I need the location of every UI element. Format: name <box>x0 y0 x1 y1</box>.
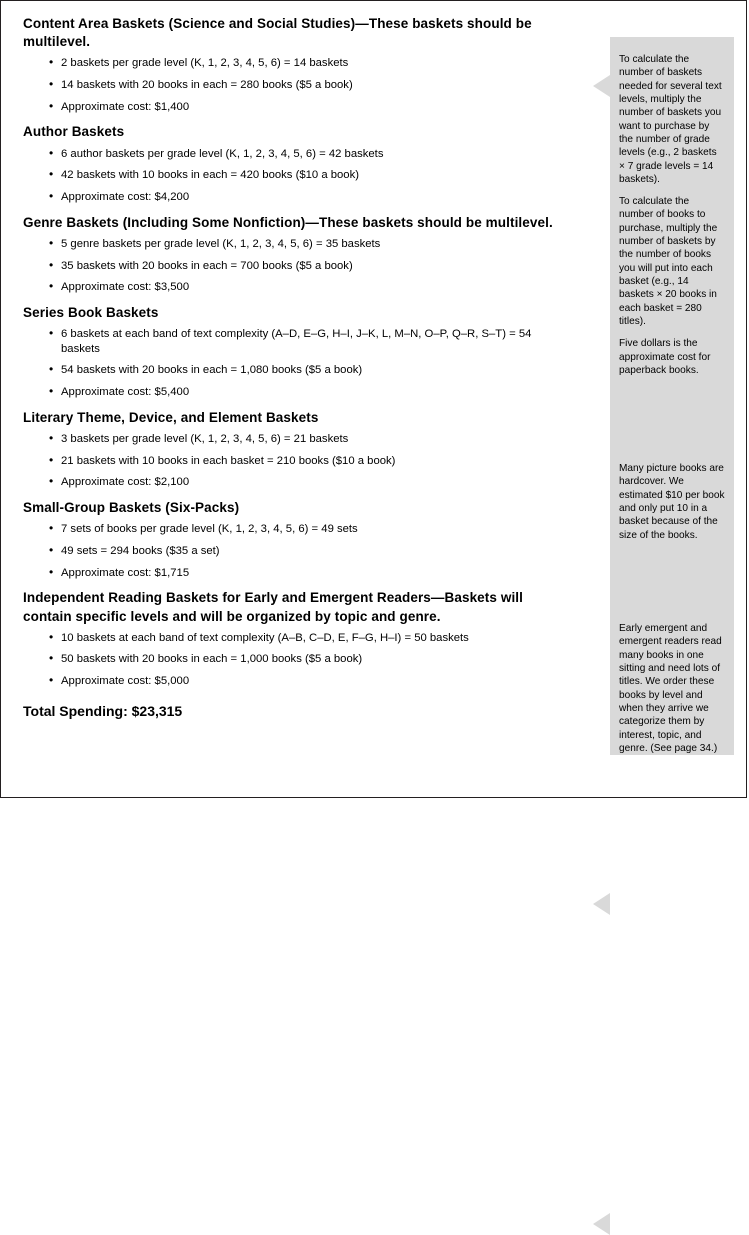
section-heading: Series Book Baskets <box>23 304 159 320</box>
bullet-list <box>23 147 571 205</box>
section-heading: Genre Baskets (Including Some Nonfiction)—These baskets should be multilevel. <box>23 214 553 230</box>
list-item: • Approximate cost: $1,715 <box>49 566 571 581</box>
list-item: • Approximate cost: $4,200 <box>49 190 571 205</box>
section-genre-baskets <box>23 214 571 295</box>
list-item: • 6 author baskets per grade level (K, 1, 2, 3, 4, 5, 6) = 42 baskets <box>49 147 571 162</box>
note-block-calculation <box>610 53 734 386</box>
bullet-list <box>23 237 571 295</box>
section-author-baskets <box>23 123 571 204</box>
list-item: • 35 baskets with 20 books in each = 700 books ($5 a book) <box>49 259 571 274</box>
bullet-list <box>23 327 571 400</box>
list-item: • Approximate cost: $5,000 <box>49 674 571 689</box>
note-text <box>610 462 734 542</box>
section-heading: Independent Reading Baskets for Early and Emergent Readers—Baskets will contain specific levels and will be organized by topic and genre. <box>23 590 524 624</box>
bullet-list <box>23 631 571 689</box>
list-item: • 21 baskets with 10 books in each basket = 210 books ($10 a book) <box>49 454 571 469</box>
list-item: • 54 baskets with 20 books in each = 1,080 books ($5 a book) <box>49 363 571 378</box>
list-item: • 5 genre baskets per grade level (K, 1, 2, 3, 4, 5, 6) = 35 baskets <box>49 237 571 252</box>
list-item: • 42 baskets with 10 books in each = 420 books ($10 a book) <box>49 168 571 183</box>
section-small-group-baskets <box>23 499 571 580</box>
note-paragraph: Many picture books are hardcover. We estimated $10 per book and only put 10 in a basket because of the size of the books. <box>619 463 725 541</box>
list-item: • 10 baskets at each band of text complexity (A–B, C–D, E, F–G, H–I) = 50 baskets <box>49 631 571 646</box>
note-block-emergent-readers <box>610 622 734 764</box>
bullet-list <box>23 56 571 114</box>
section-heading: Content Area Baskets (Science and Social Studies)—These baskets should be multilevel. <box>23 16 532 50</box>
list-item: • 3 baskets per grade level (K, 1, 2, 3, 4, 5, 6) = 21 baskets <box>49 432 571 447</box>
section-heading: Small-Group Baskets (Six-Packs) <box>23 500 240 516</box>
section-independent-reading-baskets <box>23 589 571 688</box>
note-block-picture-books <box>610 462 734 551</box>
note-paragraph: To calculate the number of books to purchase, multiply the number of baskets by the number of books you will put into each basket (e.g., 14 baskets × 20 books in each basket = 280 titles). <box>619 196 718 327</box>
section-content-area-baskets <box>23 15 571 114</box>
note-text <box>610 53 734 377</box>
list-item: • 7 sets of books per grade level (K, 1, 2, 3, 4, 5, 6) = 49 sets <box>49 522 571 537</box>
note-paragraph: To calculate the number of baskets needed for several text levels, multiply the number of baskets you want to purchase by the number of grade levels (e.g., 2 baskets × 7 grade levels = 14 baskets). <box>619 54 722 185</box>
main-content <box>1 1 581 797</box>
list-item: • Approximate cost: $5,400 <box>49 385 571 400</box>
list-item: • 49 sets = 294 books ($35 a set) <box>49 544 571 559</box>
section-heading: Author Baskets <box>23 124 125 140</box>
bullet-list <box>23 522 571 580</box>
section-series-book-baskets <box>23 304 571 400</box>
list-item: • 14 baskets with 20 books in each = 280 books ($5 a book) <box>49 78 571 93</box>
callout-arrow-icon <box>593 75 610 97</box>
list-item: • 6 baskets at each band of text complexity (A–D, E–G, H–I, J–K, L, M–N, O–P, Q–R, S–T) = 54 baskets <box>49 327 571 356</box>
section-heading: Literary Theme, Device, and Element Baskets <box>23 409 319 425</box>
list-item: • 2 baskets per grade level (K, 1, 2, 3, 4, 5, 6) = 14 baskets <box>49 56 571 71</box>
total-spending: Total Spending: $23,315 <box>23 702 183 719</box>
note-text <box>610 622 734 755</box>
list-item: • Approximate cost: $3,500 <box>49 280 571 295</box>
section-literary-theme-baskets <box>23 409 571 490</box>
callout-arrow-icon <box>593 1213 610 1235</box>
list-item: • Approximate cost: $1,400 <box>49 100 571 115</box>
sidebar-notes-panel <box>610 37 734 755</box>
list-item: • 50 baskets with 20 books in each = 1,000 books ($5 a book) <box>49 652 571 667</box>
callout-arrow-icon <box>593 893 610 915</box>
list-item: • Approximate cost: $2,100 <box>49 475 571 490</box>
note-paragraph: Early emergent and emergent readers read many books in one sitting and need lots of titles. We order these books by level and when they arrive we categorize them by interest, topic, and genre. (See page 34.) <box>619 623 722 754</box>
note-paragraph: Five dollars is the approximate cost for paperback books. <box>619 338 711 376</box>
bullet-list <box>23 432 571 490</box>
